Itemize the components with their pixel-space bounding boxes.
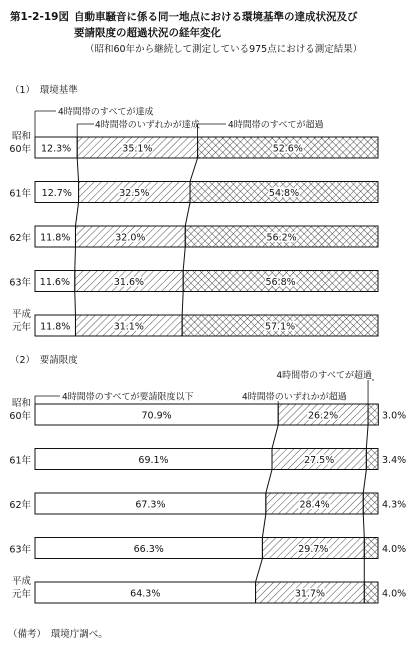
legend-label-2: 4時間帯のいずれかが達成 (95, 120, 200, 131)
connector-line-2-2 (363, 470, 366, 494)
chart-marks-layer (9, 106, 406, 604)
connector-line-3-2 (363, 514, 364, 538)
bar-segment-1-3 (368, 404, 378, 425)
connector-line-3-1 (262, 514, 265, 538)
connector-line-2-2 (185, 203, 190, 227)
connector-line-2-1 (266, 470, 272, 494)
figure-label: 第1-2-19図 (10, 11, 69, 23)
value-label-2-2: 32.5% (119, 188, 150, 199)
value-label-3-2: 32.0% (115, 232, 146, 244)
category-label-3: 62年 (9, 500, 31, 511)
value-label-2-2: 27.5% (304, 455, 335, 466)
category-label-3: 62年 (9, 233, 31, 244)
connector-line-3-1 (75, 247, 76, 271)
connector-line-2-1 (75, 203, 78, 227)
section-label-request-limit: （2） 要請限度 (10, 355, 78, 366)
value-label-5-3: 57.1% (264, 321, 296, 333)
category-label-2: 61年 (9, 188, 31, 200)
value-label-5-3: 4.0% (382, 588, 407, 600)
bar-segment-3-3 (363, 493, 378, 514)
legend-label-2: 4時間帯のいずれかが超過 (242, 392, 347, 403)
connector-line-1-1 (77, 158, 78, 182)
category-label-1-line-2: 60年 (9, 411, 31, 422)
chart-1 (9, 106, 378, 337)
category-label-1-line-2: 60年 (9, 144, 31, 155)
connector-line-1-2 (190, 158, 198, 182)
category-label-5-line-1: 平成 (11, 576, 31, 587)
value-label-5-1: 11.8% (40, 321, 71, 333)
connector-line-4-1 (256, 559, 263, 583)
category-label-5-line-2: 元年 (11, 589, 31, 600)
value-label-5-2: 31.1% (113, 321, 144, 333)
section-label-environmental-standard: （1） 環境基準 (10, 85, 78, 96)
chart-title-line-2: 要請限度の超過状況の経年変化 (74, 27, 221, 39)
category-label-4: 63年 (9, 544, 31, 556)
chart-2 (9, 369, 406, 603)
category-label-5-line-2: 元年 (11, 322, 31, 333)
value-label-4-3: 56.8% (265, 277, 296, 288)
value-label-4-1: 11.6% (39, 277, 70, 288)
value-label-4-2: 31.6% (113, 277, 145, 288)
value-label-3-1: 67.3% (135, 499, 166, 511)
legend-label-3: 4時間帯のすべてが超過 (228, 120, 324, 131)
category-label-5-line-1: 平成 (11, 309, 31, 320)
value-label-3-3: 4.3% (382, 499, 407, 511)
value-label-1-3: 3.0% (382, 410, 407, 422)
value-label-4-3: 4.0% (382, 544, 407, 555)
category-label-1-line-1: 昭和 (11, 398, 31, 409)
chart-subtitle: （昭和60年から継続して測定している975点における測定結果） (85, 44, 363, 55)
chart-title-line-1: 自動車騒音に係る同一地点における環境基準の達成状況及び (74, 11, 358, 23)
category-label-4: 63年 (9, 277, 31, 289)
value-label-2-3: 3.4% (382, 455, 407, 466)
value-label-5-1: 64.3% (130, 588, 161, 600)
value-label-5-2: 31.7% (294, 588, 326, 600)
value-label-1-2: 26.2% (308, 410, 339, 422)
connector-line-1-1 (272, 425, 278, 449)
connector-line-3-2 (183, 247, 185, 271)
value-label-4-1: 66.3% (133, 544, 164, 555)
category-label-1-line-1: 昭和 (11, 131, 31, 142)
value-label-3-1: 11.8% (40, 232, 71, 244)
value-label-3-3: 56.2% (266, 232, 297, 244)
connector-line-1-2 (366, 425, 368, 449)
bar-segment-2-3 (366, 449, 378, 470)
legend-label-1: 4時間帯のすべてが達成 (58, 107, 154, 118)
category-label-2: 61年 (9, 455, 31, 467)
connector-line-4-2 (182, 292, 183, 316)
value-label-2-3: 54.8% (268, 188, 300, 199)
bar-segment-5-3 (364, 582, 378, 603)
value-label-4-2: 29.7% (298, 544, 329, 555)
legend-label-3: 4時間帯のすべてが超過 (276, 371, 372, 381)
value-label-2-1: 69.1% (138, 455, 169, 466)
value-label-1-3: 52.6% (272, 143, 303, 155)
value-label-3-2: 28.4% (299, 499, 330, 511)
value-label-2-1: 12.7% (41, 188, 72, 199)
legend-label-1: 4時間帯のすべてが要請限度以下 (62, 392, 194, 403)
value-label-1-1: 70.9% (141, 410, 172, 422)
value-label-1-2: 35.1% (122, 143, 153, 155)
source-note: （備考） 環境庁調べ。 (8, 629, 108, 640)
value-label-1-1: 12.3% (41, 143, 72, 155)
bar-segment-4-3 (364, 538, 378, 559)
connector-line-4-1 (75, 292, 76, 316)
